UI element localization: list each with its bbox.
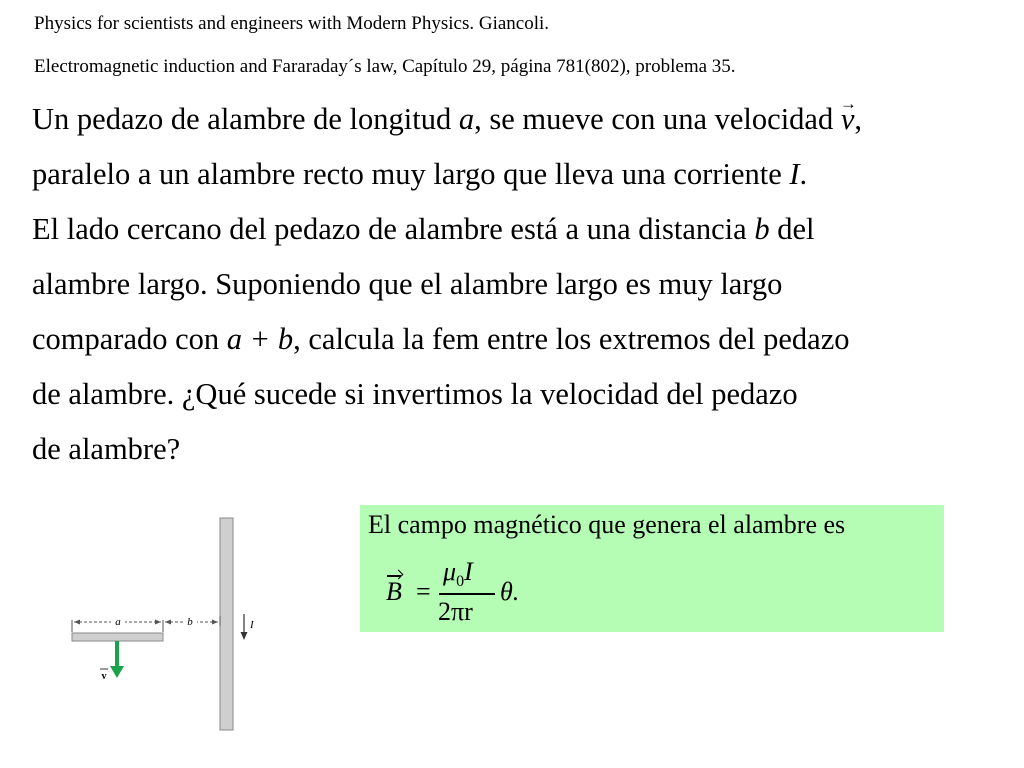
problem-line-1: Un pedazo de alambre de longitud a, se mueve con una velocidad → v,	[32, 92, 1022, 147]
magnetic-field-formula	[386, 553, 606, 633]
wire-diagram	[60, 510, 280, 735]
label-b: b	[187, 616, 193, 628]
reference-line-1: Physics for scientists and engineers with Modern Physics. Giancoli.	[34, 13, 550, 34]
b-vector-symbol: B	[386, 577, 402, 606]
problem-statement	[32, 92, 1022, 477]
velocity-vector-symbol: → v	[841, 92, 855, 147]
label-a: a	[115, 616, 121, 628]
short-wire	[72, 633, 163, 641]
long-wire	[220, 518, 233, 730]
problem-line-7: de alambre?	[32, 432, 181, 466]
problem-line-2: paralelo a un alambre recto muy largo que lleva una corriente I.	[32, 157, 808, 191]
problem-line-5: comparado con a + b, calcula la fem entre los extremos del pedazo	[32, 322, 850, 356]
problem-line-3: El lado cercano del pedazo de alambre está a una distancia b del	[32, 212, 815, 246]
magnetic-field-box	[360, 505, 944, 632]
formula-numerator: $\mu_0I$	[443, 557, 473, 591]
current-arrow	[241, 632, 248, 640]
velocity-arrow	[110, 666, 124, 678]
label-v: v	[101, 671, 107, 682]
formula-denominator: 2πr	[438, 597, 473, 626]
fraction-bar	[439, 593, 495, 595]
theta-unit-vector: θ.	[500, 577, 520, 606]
field-caption: El campo magnético que genera el alambre es	[368, 510, 846, 539]
equals-sign: =	[416, 577, 431, 606]
label-I: I	[250, 619, 254, 631]
reference-line-2: Electromagnetic induction and Fararaday´s law, Capítulo 29, página 781(802), problema 35.	[34, 56, 736, 77]
problem-line-6: de alambre. ¿Qué sucede si invertimos la velocidad del pedazo	[32, 377, 798, 411]
problem-line-4: alambre largo. Suponiendo que el alambre largo es muy largo	[32, 267, 783, 301]
